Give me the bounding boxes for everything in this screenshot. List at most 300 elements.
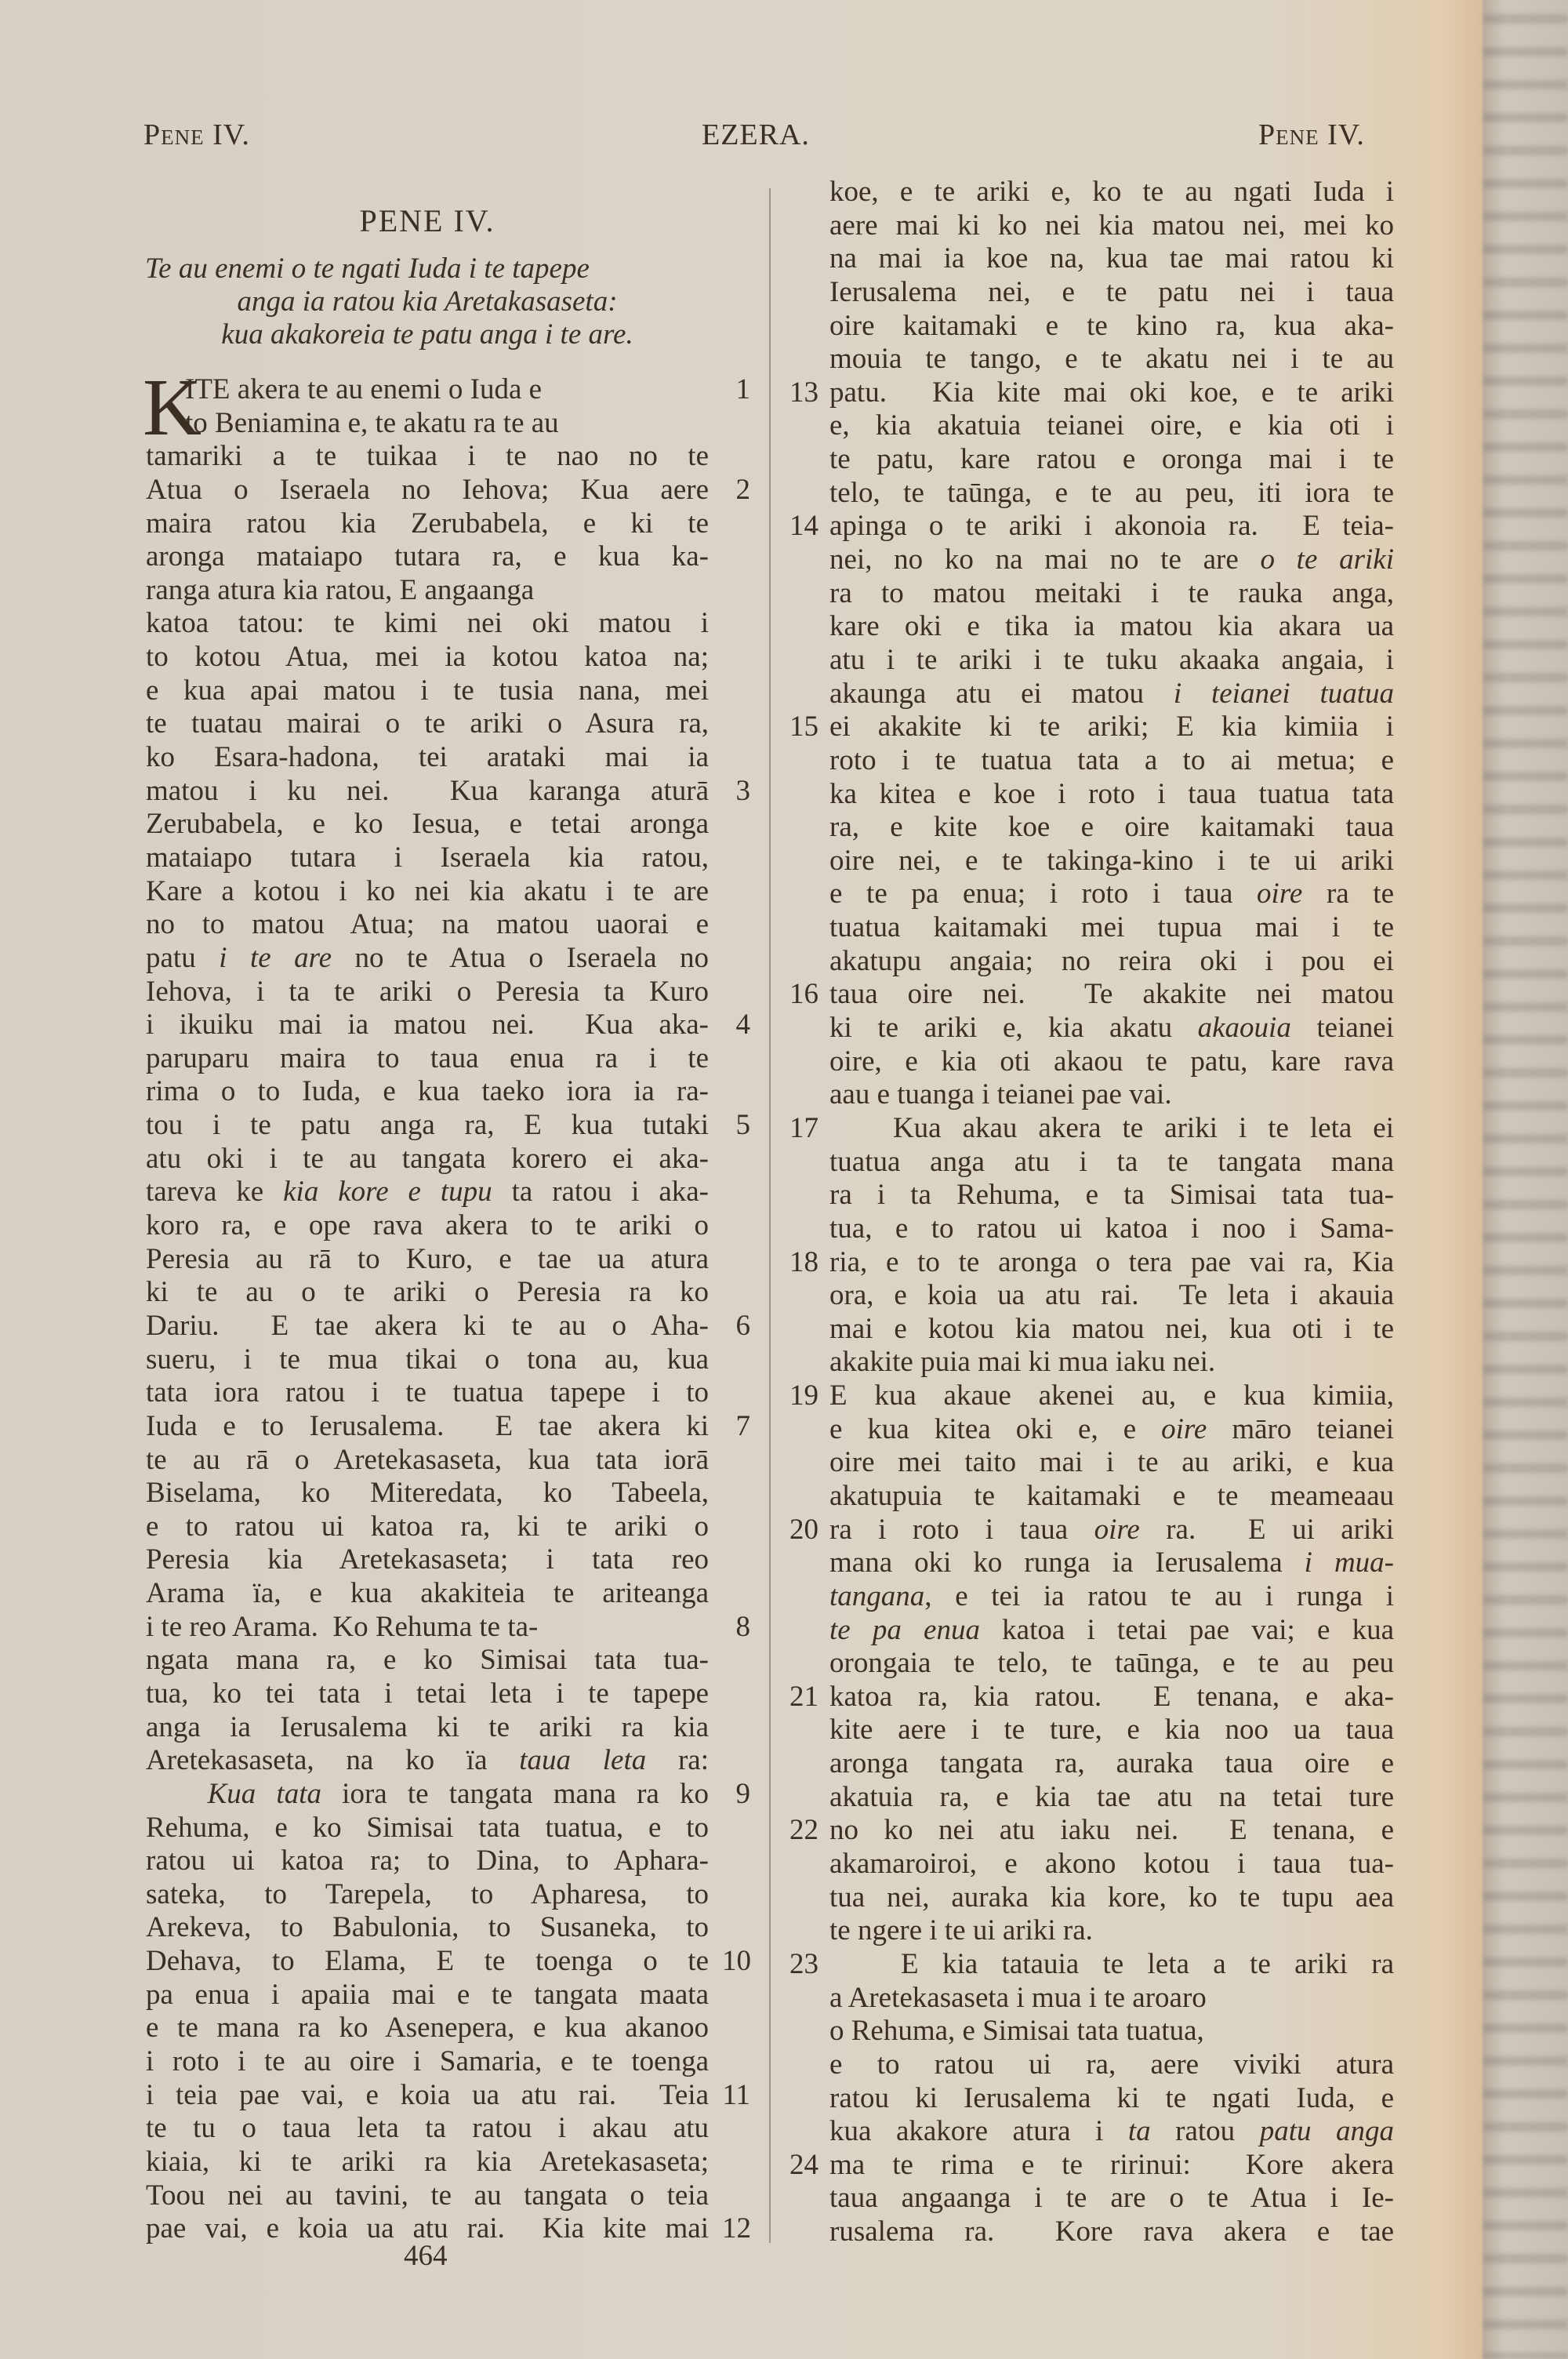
text-run: ra to matou meitaki i te rauka anga, xyxy=(829,576,1394,609)
text-line xyxy=(829,1313,1394,1347)
line-text xyxy=(829,1146,1394,1180)
italic-text-run: oire xyxy=(1161,1412,1207,1445)
text-line xyxy=(829,945,1394,979)
verse-number: 18 xyxy=(789,1245,818,1278)
line-text xyxy=(146,1109,709,1143)
text-run: ma te rima e te ririnui: Kore akera xyxy=(829,2148,1394,2181)
line-text xyxy=(829,2115,1394,2149)
line-text xyxy=(829,1045,1394,1079)
text-run: ratou xyxy=(1150,2115,1260,2148)
line-text xyxy=(146,875,709,909)
line-text xyxy=(146,607,709,641)
text-line xyxy=(146,1644,709,1677)
text-run: tamariki a te tuikaa i te nao no te xyxy=(146,440,709,473)
summary-line: anga ia ratou kia Aretakasaseta: xyxy=(237,285,618,318)
text-line xyxy=(146,1042,709,1076)
line-text xyxy=(146,1611,709,1645)
line-text xyxy=(146,407,709,441)
text-line xyxy=(146,1812,709,1845)
text-line xyxy=(146,942,709,976)
text-run: oire, e kia oti akaou te patu, kare rava xyxy=(829,1045,1394,1078)
line-text xyxy=(146,908,709,942)
text-line xyxy=(146,674,709,708)
verse-number: 12 xyxy=(722,2212,751,2245)
line-text xyxy=(829,1246,1394,1280)
italic-text-run: ta xyxy=(1127,2115,1151,2148)
text-run: orongaia te telo, te taūnga, e te au peu xyxy=(829,1647,1394,1680)
line-text xyxy=(146,2012,709,2045)
text-run: kiaia, ki te ariki ra kia Aretekasaseta; xyxy=(146,2145,709,2178)
text-run: e te mana ra ko Asenepera, e kua akanoo xyxy=(146,2012,709,2045)
line-text xyxy=(146,641,709,674)
italic-text-run: oire xyxy=(1094,1513,1140,1546)
text-run: ra i roto i taua xyxy=(829,1513,1094,1546)
text-run: taua oire nei. Te akakite nei matou xyxy=(829,978,1394,1011)
verse-number: 15 xyxy=(789,711,818,743)
text-run: i teia pae vai, e koia ua atu rai. Teia xyxy=(146,2078,709,2111)
line-text xyxy=(829,2015,1394,2048)
text-line xyxy=(829,1614,1394,1648)
text-line xyxy=(829,1480,1394,1514)
text-line xyxy=(146,2078,750,2113)
text-run: tua, ko tei tata i tetai leta i te tapepe xyxy=(146,1677,709,1710)
line-text xyxy=(146,808,709,841)
line-text xyxy=(829,2149,1394,2183)
text-line xyxy=(829,477,1394,511)
text-line xyxy=(829,310,1394,343)
text-run: akaunga atu ei matou xyxy=(829,677,1174,710)
text-line xyxy=(146,1075,709,1109)
line-text xyxy=(146,1042,709,1076)
text-run: akatuia ra, e kia tae atu na tetai ture xyxy=(829,1780,1394,1813)
text-line xyxy=(829,1714,1394,1747)
line-text xyxy=(146,1410,709,1444)
line-text xyxy=(146,1911,709,1945)
text-line xyxy=(146,1109,750,1143)
line-text xyxy=(146,540,709,574)
text-line xyxy=(146,1543,709,1577)
text-line xyxy=(146,1376,709,1410)
text-line xyxy=(146,1711,709,1745)
text-run: na mai ia koe na, kua tae mai ratou ki xyxy=(829,242,1394,275)
text-run: i ikuiku mai ia matou nei. Kua aka- xyxy=(146,1009,709,1041)
text-line xyxy=(789,1947,1394,1982)
line-text xyxy=(829,778,1394,812)
line-text xyxy=(146,1075,709,1109)
text-run: Toou nei au tavini, te au tangata o teia xyxy=(146,2179,709,2212)
line-text xyxy=(829,1881,1394,1915)
line-text xyxy=(829,577,1394,611)
line-text xyxy=(829,1413,1394,1447)
text-line xyxy=(146,1409,750,1444)
text-line xyxy=(146,2112,709,2146)
line-text xyxy=(829,2215,1394,2249)
text-line xyxy=(789,510,1394,543)
line-text xyxy=(829,376,1394,410)
italic-text-run: i te are xyxy=(219,941,332,974)
text-line xyxy=(146,1777,750,1812)
text-run: a Aretekasaseta i mua i te aroaro xyxy=(829,1981,1207,2014)
text-line xyxy=(146,2179,709,2213)
text-run: e, kia akatuia teianei oire, e kia oti i xyxy=(829,409,1394,442)
verse-number: 20 xyxy=(789,1513,818,1546)
text-line xyxy=(146,1209,709,1243)
line-text xyxy=(146,1845,709,1878)
verse-number: 23 xyxy=(789,1947,818,1980)
text-run: oire kaitamaki e te kino ra, kua aka- xyxy=(829,309,1394,342)
right-column xyxy=(789,176,1395,2249)
line-text xyxy=(829,1781,1394,1815)
line-text xyxy=(829,1714,1394,1747)
text-run: to Beniamina e, te akatu ra te au xyxy=(185,406,559,439)
line-text xyxy=(146,2045,709,2079)
verse-number: 16 xyxy=(789,978,818,1011)
text-run: ki te ariki e, kia akatu xyxy=(829,1012,1198,1045)
text-line xyxy=(146,373,750,407)
line-text xyxy=(146,1778,709,1812)
text-line xyxy=(829,1982,1394,2016)
text-line xyxy=(829,644,1394,678)
line-text xyxy=(829,1514,1394,1547)
text-line xyxy=(146,1610,750,1645)
text-run: Arama ïa, e kua akakiteia te ariteanga xyxy=(146,1577,709,1610)
text-line xyxy=(829,2082,1394,2116)
text-line xyxy=(146,1577,709,1611)
text-line xyxy=(829,1179,1394,1212)
text-run: Aretekasaseta, na ko ïa xyxy=(146,1744,520,1777)
text-line xyxy=(146,473,750,507)
line-text xyxy=(146,976,709,1009)
column-divider xyxy=(769,188,771,2243)
text-line xyxy=(146,507,709,541)
line-text xyxy=(146,1009,709,1042)
text-line xyxy=(829,343,1394,376)
line-text xyxy=(829,1379,1394,1413)
text-run: patu. Kia kite mai oki koe, e te ariki xyxy=(829,376,1394,409)
text-line xyxy=(789,1680,1394,1714)
line-text xyxy=(146,507,709,541)
text-run: ko Esara-hadona, tei arataki mai ia xyxy=(146,741,709,774)
text-run: Iehova, i ta te ariki o Peresia ta Kuro xyxy=(146,975,709,1008)
text-line xyxy=(146,2045,709,2079)
text-run: e to ratou ui katoa ra, ki te ariki o xyxy=(146,1510,709,1543)
text-run: i roto i te au oire i Samaria, e te toenga xyxy=(146,2045,709,2078)
line-text xyxy=(829,1313,1394,1347)
text-run: aronga tangata ra, auraka taua oire e xyxy=(829,1747,1394,1780)
text-run: apinga o te ariki i akonoia ra. E teia- xyxy=(829,510,1394,543)
chapter-summary xyxy=(145,253,710,351)
text-line xyxy=(829,443,1394,477)
line-text xyxy=(146,2179,709,2213)
text-line xyxy=(789,978,1394,1012)
text-line xyxy=(829,1914,1394,1948)
text-run: ta ratou i aka- xyxy=(492,1176,709,1209)
text-run: maira ratou kia Zerubabela, e ki te xyxy=(146,507,709,540)
line-text xyxy=(146,1477,709,1510)
text-line xyxy=(146,1878,709,1912)
italic-text-run: akaouia xyxy=(1197,1012,1291,1045)
text-run: te au rā o Aretekasaseta, kua tata iorā xyxy=(146,1443,709,1476)
text-line xyxy=(829,176,1394,209)
line-text xyxy=(146,1310,709,1343)
text-line xyxy=(829,678,1394,711)
text-run: e to ratou ui ra, aere viviki atura xyxy=(829,2048,1394,2081)
line-text xyxy=(146,373,709,407)
text-run: mai e kotou kia matou nei, kua oti i te xyxy=(829,1312,1394,1345)
line-text xyxy=(829,1848,1394,1881)
text-run: rusalema ra. Kore rava akera e tae xyxy=(829,2215,1394,2248)
line-text xyxy=(146,440,709,474)
text-line xyxy=(146,808,709,841)
text-run: i te reo Arama. Ko Rehuma te ta- xyxy=(146,1610,539,1643)
text-line xyxy=(789,1379,1394,1413)
text-line xyxy=(146,440,709,474)
line-text xyxy=(829,2182,1394,2215)
text-run: mana oki ko runga ia Ierusalema xyxy=(829,1547,1305,1579)
text-run: Ierusalema nei, e te patu nei i taua xyxy=(829,275,1394,308)
verse-number: 13 xyxy=(789,376,818,409)
line-text xyxy=(146,1577,709,1611)
text-run: ratou ki Ierusalema ki te ngati Iuda, e xyxy=(829,2081,1394,2114)
line-text xyxy=(146,741,709,775)
text-line xyxy=(146,2012,709,2045)
line-text xyxy=(829,911,1394,945)
text-run: te tuatau mairai o te ariki o Asura ra, xyxy=(146,707,709,740)
line-text xyxy=(146,1276,709,1310)
line-text xyxy=(829,209,1394,243)
line-text xyxy=(829,845,1394,878)
text-run: , e tei ia ratou te au i runga i xyxy=(924,1579,1394,1612)
text-line xyxy=(146,976,709,1009)
text-line xyxy=(789,711,1394,744)
text-run: e te pa enua; i roto i taua xyxy=(829,878,1258,911)
text-line xyxy=(146,1143,709,1176)
text-line xyxy=(146,1945,751,1979)
verse-number: 10 xyxy=(722,1945,751,1978)
text-line xyxy=(829,2048,1394,2082)
text-run: ra te xyxy=(1302,878,1394,911)
line-text xyxy=(829,343,1394,376)
text-run: kua akakore atura i xyxy=(829,2115,1128,2148)
text-line xyxy=(146,407,709,441)
text-run: akakite puia mai ki mua iaku nei. xyxy=(829,1346,1216,1379)
text-line xyxy=(829,1413,1394,1447)
text-run: ra, e kite koe e oire kaitamaki taua xyxy=(829,811,1394,844)
text-line xyxy=(829,543,1394,577)
line-text xyxy=(829,1614,1394,1648)
text-line xyxy=(789,1111,1394,1146)
text-line xyxy=(146,908,709,942)
text-line xyxy=(829,778,1394,812)
text-run: koe, e te ariki e, ko te au ngati Iuda i xyxy=(829,176,1394,208)
text-run: tou i te patu anga ra, E kua tutaki xyxy=(146,1109,709,1142)
text-run: te patu, kare ratou e oronga mai i te xyxy=(829,443,1394,476)
line-text xyxy=(146,1711,709,1745)
line-text xyxy=(829,1814,1394,1848)
text-run: ra. E ui ariki xyxy=(1139,1513,1394,1546)
text-run: paruparu maira to taua enua ra i te xyxy=(146,1041,709,1074)
line-text xyxy=(829,1446,1394,1480)
line-text xyxy=(146,1878,709,1912)
text-line xyxy=(146,1845,709,1878)
italic-text-run: kia kore e tupu xyxy=(283,1176,492,1209)
verse-number: 8 xyxy=(735,1610,750,1643)
verse-number: 1 xyxy=(735,373,750,405)
text-run: sateka, to Tarepela, to Apharesa, to xyxy=(146,1877,709,1910)
text-line xyxy=(146,540,709,574)
verse-number: 17 xyxy=(789,1111,818,1144)
text-line xyxy=(789,2148,1394,2183)
text-line xyxy=(146,1243,709,1277)
line-text xyxy=(829,744,1394,778)
text-run: roto i te tuatua tata a to ai metua; e xyxy=(829,743,1394,776)
drop-cap: K xyxy=(143,362,202,453)
line-text xyxy=(829,1681,1394,1714)
text-run xyxy=(146,1778,208,1810)
left-column xyxy=(146,373,751,2246)
line-text xyxy=(146,1979,709,2012)
text-run: akatupu angaia; no reira oki i pou ei xyxy=(829,944,1394,977)
italic-text-run: oire xyxy=(1257,878,1303,911)
line-text xyxy=(829,1346,1394,1379)
text-line xyxy=(829,242,1394,276)
line-text xyxy=(829,1212,1394,1246)
verse-number: 4 xyxy=(735,1009,750,1041)
text-line xyxy=(829,1045,1394,1079)
verse-number: 19 xyxy=(789,1379,818,1412)
line-text xyxy=(829,610,1394,644)
text-line xyxy=(146,574,709,608)
line-text xyxy=(146,707,709,741)
line-text xyxy=(146,674,709,708)
text-line xyxy=(146,1009,750,1042)
line-text xyxy=(146,1376,709,1410)
text-run: aere mai ki ko nei kia matou nei, mei ko xyxy=(829,209,1394,242)
line-text xyxy=(829,1078,1394,1112)
text-line xyxy=(146,1911,709,1945)
line-text xyxy=(829,443,1394,477)
line-text xyxy=(829,510,1394,543)
text-run: Rehuma, e ko Simisai tata tuatua, e to xyxy=(146,1811,709,1844)
text-run: mataiapo tutara i Iseraela kia ratou, xyxy=(146,841,709,874)
text-line xyxy=(789,1814,1394,1848)
text-run: kare oki e tika ia matou kia akara ua xyxy=(829,610,1394,643)
text-run: Kua akau akera te ariki i te leta ei xyxy=(829,1111,1394,1144)
line-text xyxy=(146,1510,709,1544)
text-line xyxy=(829,2215,1394,2249)
text-run: ITE akera te au enemi o Iuda e xyxy=(185,373,543,405)
line-text xyxy=(829,1914,1394,1948)
text-run: ra i ta Rehuma, e ta Simisai tata tua- xyxy=(829,1179,1394,1212)
text-run: sueru, i te mua tikai o tona au, kua xyxy=(146,1343,709,1376)
text-line xyxy=(829,2115,1394,2149)
text-run: Zerubabela, e ko Iesua, e tetai aronga xyxy=(146,808,709,841)
text-line xyxy=(146,1477,709,1510)
italic-text-run: o te ariki xyxy=(1260,543,1394,576)
text-line xyxy=(146,1510,709,1544)
verse-number: 5 xyxy=(735,1109,750,1142)
text-line xyxy=(829,276,1394,310)
text-line xyxy=(146,607,709,641)
text-run: ratou ui katoa ra; to Dina, to Aphara- xyxy=(146,1845,709,1877)
text-line xyxy=(829,2182,1394,2215)
text-run: Arekeva, to Babulonia, to Susaneka, to xyxy=(146,1911,709,1944)
running-head-left: Pene IV. xyxy=(143,118,250,151)
verse-number: 11 xyxy=(722,2078,750,2111)
text-run: Peresia kia Aretekasaseta; i tata reo xyxy=(146,1543,709,1576)
text-run: matou i ku nei. Kua karanga aturā xyxy=(146,774,709,807)
text-line xyxy=(829,845,1394,878)
line-text xyxy=(146,1677,709,1711)
line-text xyxy=(146,1945,709,1979)
text-run: e kua apai matou i te tusia nana, mei xyxy=(146,674,709,707)
line-text xyxy=(829,310,1394,343)
text-run: Peresia au rā to Kuro, e tae ua atura xyxy=(146,1242,709,1275)
line-text xyxy=(829,409,1394,443)
text-run: ra: xyxy=(646,1744,710,1777)
text-line xyxy=(146,1343,709,1377)
text-line xyxy=(829,2015,1394,2048)
text-run: tareva ke xyxy=(146,1176,284,1209)
text-line xyxy=(146,774,750,809)
line-text xyxy=(146,942,709,976)
text-run: māro teianei xyxy=(1207,1412,1394,1445)
text-line xyxy=(829,1848,1394,1881)
text-run: ka kitea e koe i roto i taua tuatua tata xyxy=(829,777,1394,810)
text-line xyxy=(789,1245,1394,1280)
text-line xyxy=(829,1279,1394,1313)
line-text xyxy=(829,543,1394,577)
verse-number: 24 xyxy=(789,2148,818,2181)
text-run: iora te tangata mana ra ko xyxy=(321,1777,710,1810)
text-run: Iuda e to Ierusalema. E tae akera ki xyxy=(146,1409,709,1442)
verse-number: 2 xyxy=(735,473,750,506)
text-line xyxy=(829,577,1394,611)
line-text xyxy=(146,1644,709,1677)
text-run: no to matou Atua; na matou uaorai e xyxy=(146,908,709,941)
text-run: nei, no ko na mai no te are xyxy=(829,543,1261,576)
verse-number: 22 xyxy=(789,1814,818,1847)
line-text xyxy=(146,474,709,507)
line-text xyxy=(829,878,1394,911)
line-text xyxy=(146,1444,709,1478)
line-text xyxy=(146,841,709,875)
text-line xyxy=(829,1078,1394,1112)
text-run: rima o to Iuda, e kua taeko iora ia ra- xyxy=(146,1075,709,1108)
text-run: telo, te taūnga, e te au peu, iti iora te xyxy=(829,476,1394,509)
text-line xyxy=(146,1979,709,2012)
text-line xyxy=(146,1276,709,1310)
line-text xyxy=(146,1543,709,1577)
text-run: ranga atura kia ratou, E angaanga xyxy=(146,573,535,606)
summary-line: kua akakoreia te patu anga i te are. xyxy=(221,318,633,351)
text-run: Kare a kotou i ko nei kia akatu i te are xyxy=(146,874,709,907)
line-text xyxy=(829,176,1394,209)
text-line xyxy=(146,1677,709,1711)
line-text xyxy=(829,1580,1394,1614)
page-number: 464 xyxy=(404,2240,448,2272)
line-text xyxy=(146,2146,709,2179)
text-run: aau e tuanga i teianei pae vai. xyxy=(829,1078,1172,1111)
text-line xyxy=(829,1346,1394,1379)
line-text xyxy=(829,711,1394,744)
text-run: tata iora ratou i te tuatua tapepe i to xyxy=(146,1376,709,1409)
text-line xyxy=(146,2146,709,2179)
line-text xyxy=(829,678,1394,711)
line-text xyxy=(829,945,1394,979)
line-text xyxy=(829,1112,1394,1146)
text-run: E kua akaue akenei au, e kua kimiia, xyxy=(829,1379,1394,1412)
